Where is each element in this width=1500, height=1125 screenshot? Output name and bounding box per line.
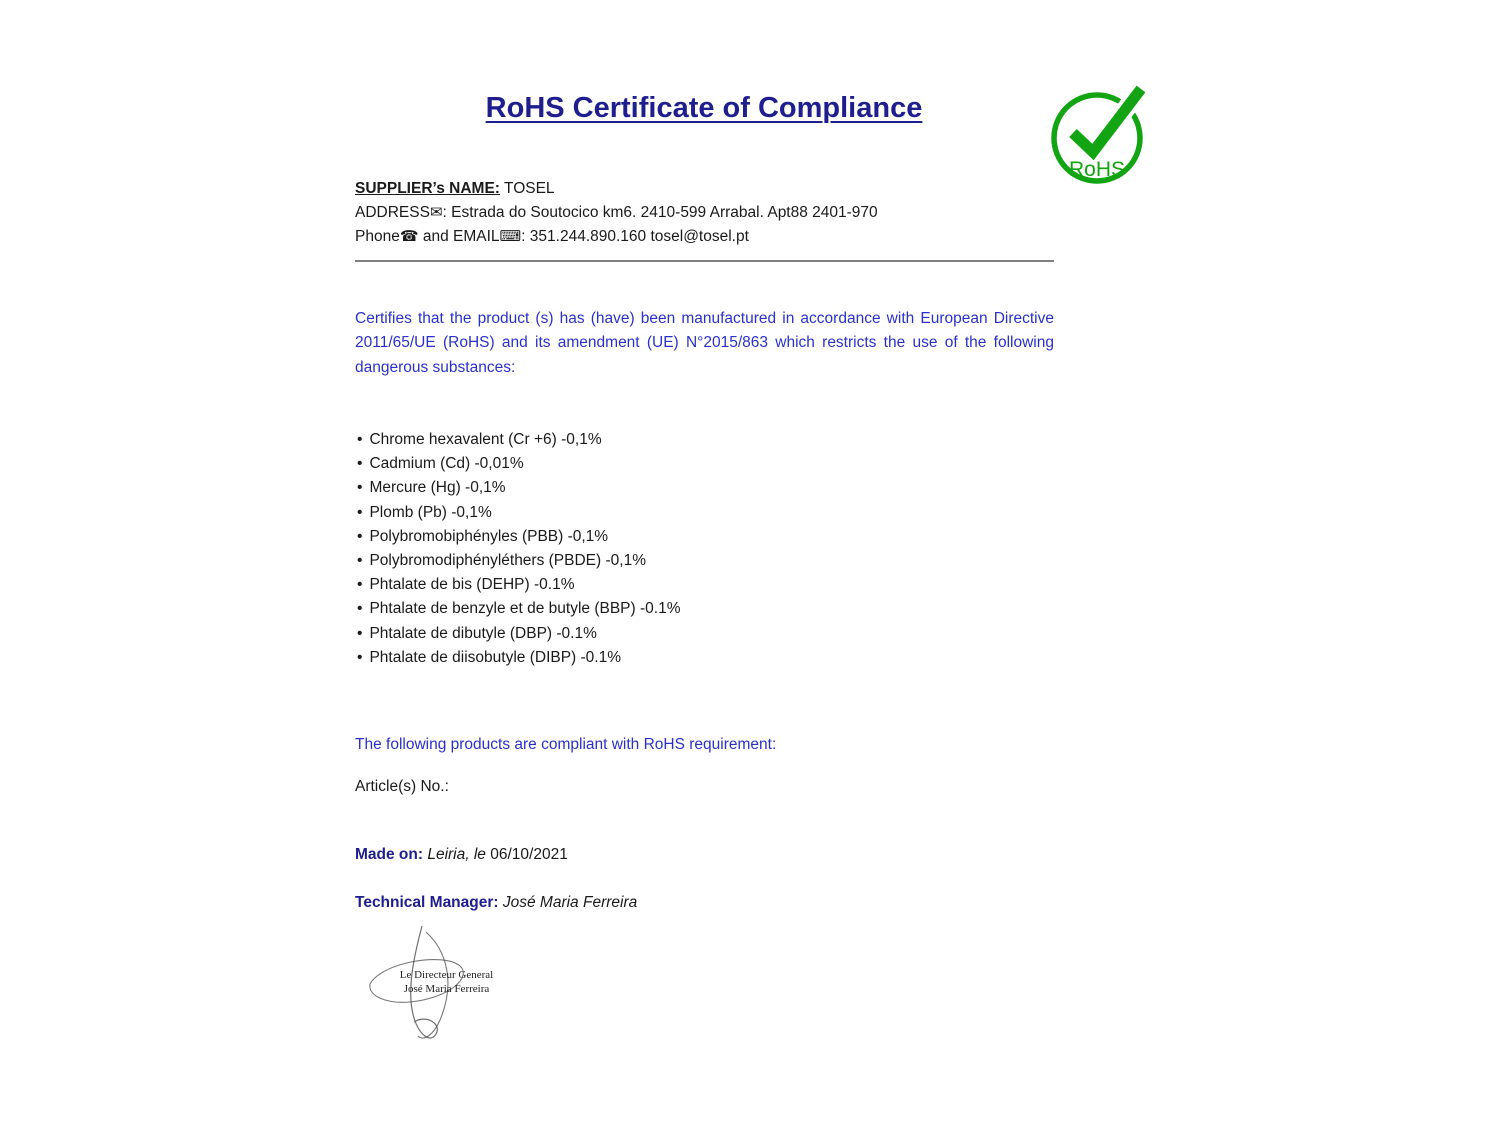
phone-icon: ☎ bbox=[399, 228, 419, 245]
supplier-name-line bbox=[355, 177, 878, 201]
substance-item: • Phtalate de benzyle et de butyle (BBP) -0.1% bbox=[357, 597, 680, 621]
substance-item: • Polybromobiphényles (PBB) -0,1% bbox=[357, 525, 680, 549]
substance-item: • Phtalate de bis (DEHP) -0.1% bbox=[357, 573, 680, 597]
supplier-name-label: SUPPLIER’s NAME: bbox=[355, 180, 500, 197]
substance-item: • Phtalate de dibutyle (DBP) -0.1% bbox=[357, 622, 680, 646]
signature-title: Le Directeur General bbox=[399, 969, 494, 981]
page-title: RoHS Certificate of Compliance bbox=[485, 92, 923, 124]
technical-manager-line bbox=[355, 894, 637, 912]
signature-text bbox=[374, 968, 519, 996]
supplier-address-line bbox=[355, 201, 878, 225]
divider-rule bbox=[355, 260, 1054, 262]
substance-item: • Chrome hexavalent (Cr +6) -0,1% bbox=[357, 428, 680, 452]
article-number-line: Article(s) No.: bbox=[355, 778, 449, 795]
substance-item: • Cadmium (Cd) -0,01% bbox=[357, 452, 680, 476]
supplier-block bbox=[355, 177, 878, 249]
rohs-logo-label: RoHS bbox=[1068, 158, 1126, 181]
address-value: : Estrada do Soutocico km6. 2410-599 Arrabal. Apt88 2401-970 bbox=[442, 204, 878, 221]
substance-item: • Polybromodiphényléthers (PBDE) -0,1% bbox=[357, 549, 680, 573]
email-label: and EMAIL bbox=[418, 228, 500, 245]
substances-list bbox=[357, 428, 680, 670]
contact-value: : 351.244.890.160 tosel@tosel.pt bbox=[521, 228, 749, 245]
technical-manager-label: Technical Manager: bbox=[355, 894, 499, 911]
address-label: ADDRESS bbox=[355, 204, 430, 221]
supplier-contact-line bbox=[355, 225, 878, 249]
rohs-logo bbox=[1050, 80, 1150, 186]
made-on-place: Leiria, le bbox=[423, 846, 491, 863]
signature-name: José Maria Ferreira bbox=[403, 983, 490, 995]
made-on-line bbox=[355, 846, 568, 864]
envelope-icon: ✉ bbox=[429, 204, 443, 221]
made-on-label: Made on: bbox=[355, 846, 424, 863]
compliance-line: The following products are compliant with RoHS requirement: bbox=[355, 736, 777, 753]
computer-icon: ⌨ bbox=[499, 228, 522, 245]
technical-manager-name: José Maria Ferreira bbox=[498, 894, 638, 911]
substance-item: • Mercure (Hg) -0,1% bbox=[357, 476, 680, 500]
certification-statement: Certifies that the product (s) has (have) been manufactured in accordance with European Directive 2011/65/UE (RoHS) and its amendment (UE) N°2015/863 which restricts the use of the following dangerous substances: bbox=[355, 310, 1054, 376]
supplier-name-value: TOSEL bbox=[499, 180, 555, 197]
rohs-checkmark-icon bbox=[1050, 80, 1150, 186]
phone-label: Phone bbox=[355, 228, 400, 245]
signature-block bbox=[356, 922, 541, 1062]
made-on-date: 06/10/2021 bbox=[490, 846, 568, 863]
substance-item: • Phtalate de diisobutyle (DIBP) -0.1% bbox=[357, 646, 680, 670]
substance-item: • Plomb (Pb) -0,1% bbox=[357, 501, 680, 525]
